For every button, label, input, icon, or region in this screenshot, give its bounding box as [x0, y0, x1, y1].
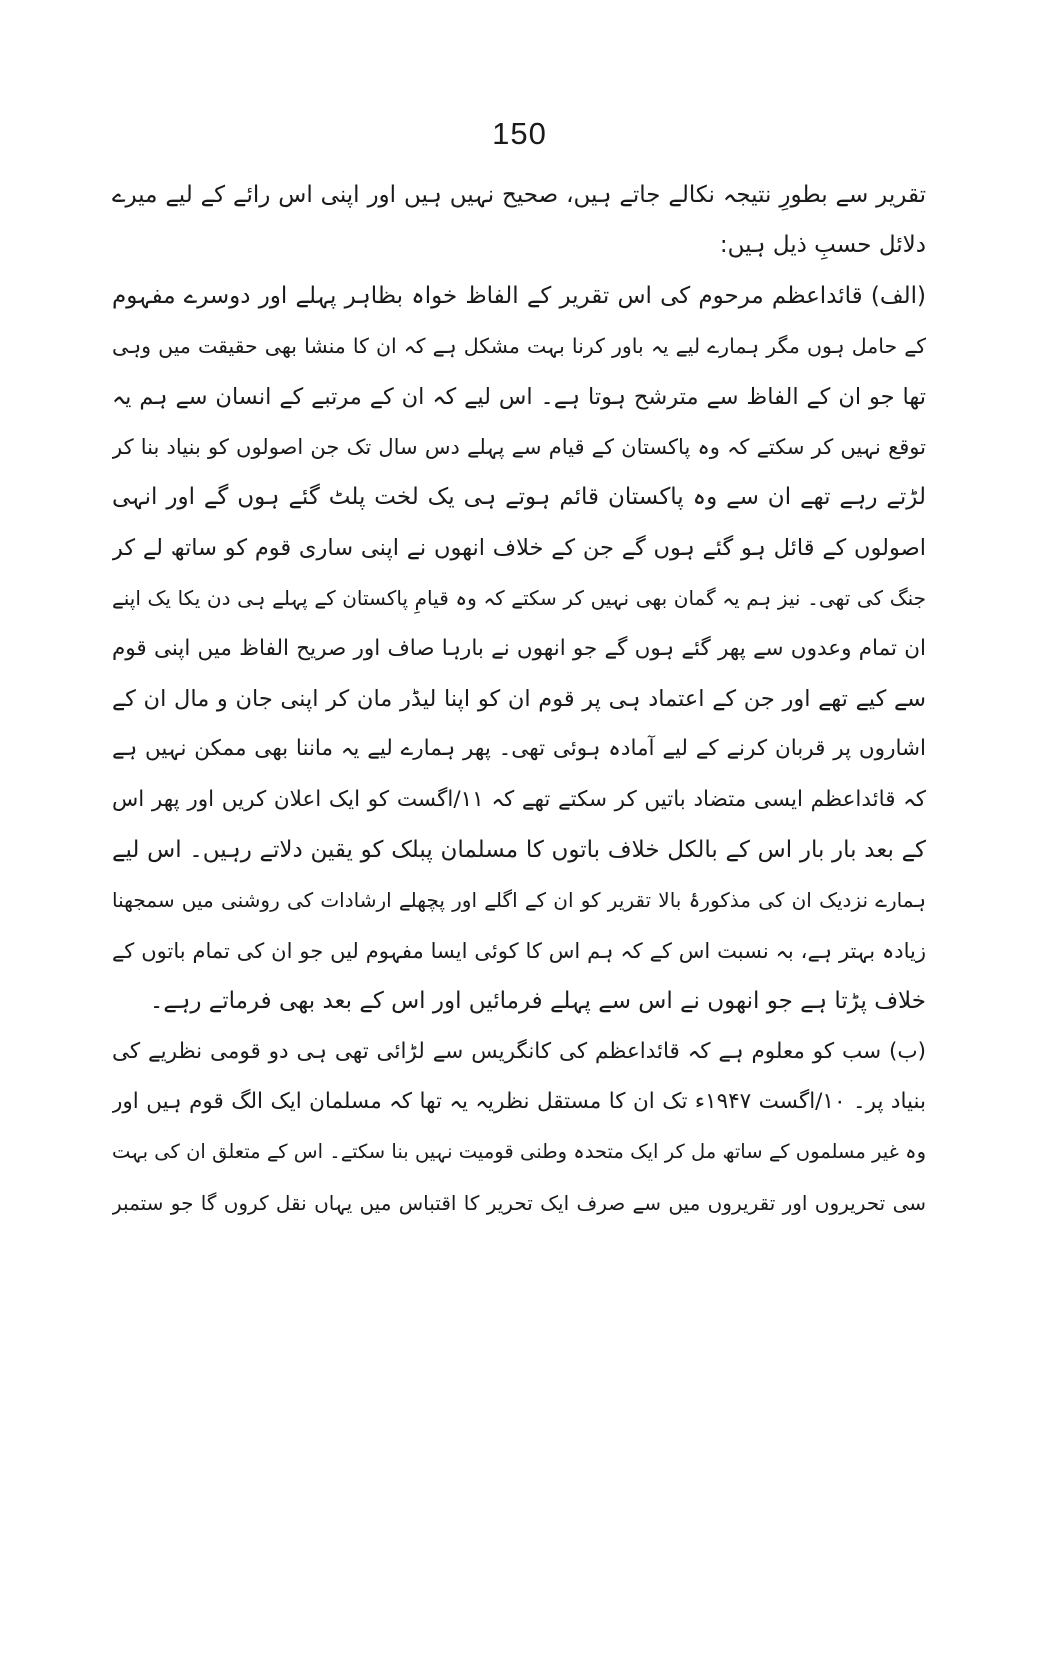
text-line: (ب) سب کو معلوم ہے کہ قائداعظم کی کانگریس سے لڑائی تھی ہی دو قومی نظریے کی — [112, 1038, 926, 1064]
text-line: وہ غیر مسلموں کے ساتھ مل کر ایک متحدہ وطنی قومیت نہیں بنا سکتے۔ اس کے متعلق ان کی بہت — [112, 1140, 926, 1164]
text-line: تقریر سے بطورِ نتیجہ نکالے جاتے ہیں، صحیح نہیں ہیں اور اپنی اس رائے کے لیے میرے — [112, 182, 926, 208]
text-line: جنگ کی تھی۔ نیز ہم یہ گمان بھی نہیں کر سکتے کہ وہ قیامِ پاکستان کے پہلے ہی دن یکا یک اپنے — [112, 586, 926, 611]
text-line: ان تمام وعدوں سے پھر گئے ہوں گے جو انھوں نے بارہا صاف اور صریح الفاظ میں اپنی قوم — [112, 635, 926, 661]
text-line: سے کیے تھے اور جن کے اعتماد ہی پر قوم ان کو اپنا لیڈر مان کر اپنی جان و مال ان کے — [112, 685, 926, 712]
text-line: توقع نہیں کر سکتے کہ وہ پاکستان کے قیام سے پہلے دس سال تک جن اصولوں کو بنیاد بنا کر — [112, 434, 926, 459]
text-line: کے حامل ہوں مگر ہمارے لیے یہ باور کرنا بہت مشکل ہے کہ ان کا منشا بھی حقیقت میں وہی — [112, 334, 926, 359]
text-line: دلائل حسبِ ذیل ہیں: — [719, 232, 926, 259]
text-line: (الف) قائداعظم مرحوم کی اس تقریر کے الفاظ خواہ بظاہر پہلے اور دوسرے مفہوم — [112, 282, 926, 309]
text-line: زیادہ بہتر ہے، بہ نسبت اس کے کہ ہم اس کا کوئی ایسا مفہوم لیں جو ان کی تمام باتوں کے — [112, 938, 926, 963]
text-line: خلاف پڑتا ہے جو انھوں نے اس سے پہلے فرمائیں اور اس کے بعد بھی فرماتے رہے۔ — [149, 988, 926, 1015]
text-line: کہ قائداعظم ایسی متضاد باتیں کر سکتے تھے کہ ۱۱/اگست کو ایک اعلان کریں اور پھر اس — [112, 786, 926, 812]
text-line: اصولوں کے قائل ہو گئے ہوں گے جن کے خلاف انھوں نے اپنی ساری قوم کو ساتھ لے کر — [112, 534, 926, 561]
text-line: سی تحریروں اور تقریروں میں سے صرف ایک تحریر کا اقتباس میں یہاں نقل کروں گا جو ستمبر — [112, 1190, 926, 1215]
text-line: لڑتے رہے تھے ان سے وہ پاکستان قائم ہوتے ہی یک لخت پلٹ گئے ہوں گے اور انہی — [112, 484, 926, 511]
text-line: تھا جو ان کے الفاظ سے مترشح ہوتا ہے۔ اس لیے کہ ان کے مرتبے کے انسان سے ہم یہ — [112, 383, 926, 410]
page-number: 150 — [492, 116, 547, 151]
text-line: کے بعد بار بار اس کے بالکل خلاف باتوں کا مسلمان پبلک کو یقین دلاتے رہیں۔ اس لیے — [112, 837, 926, 864]
body-text — [112, 170, 926, 1228]
text-line: اشاروں پر قربان کرنے کے لیے آمادہ ہوئی تھی۔ پھر ہمارے لیے یہ ماننا بھی ممکن نہیں ہے — [112, 736, 926, 762]
text-line: بنیاد پر۔ ۱۰/اگست ۱۹۴۷ء تک ان کا مستقل نظریہ یہ تھا کہ مسلمان ایک الگ قوم ہیں اور — [112, 1089, 926, 1115]
text-line: ہمارے نزدیک ان کی مذکورۂ بالا تقریر کو ان کے اگلے اور پچھلے ارشادات کی روشنی میں سمجھنا — [112, 888, 926, 913]
